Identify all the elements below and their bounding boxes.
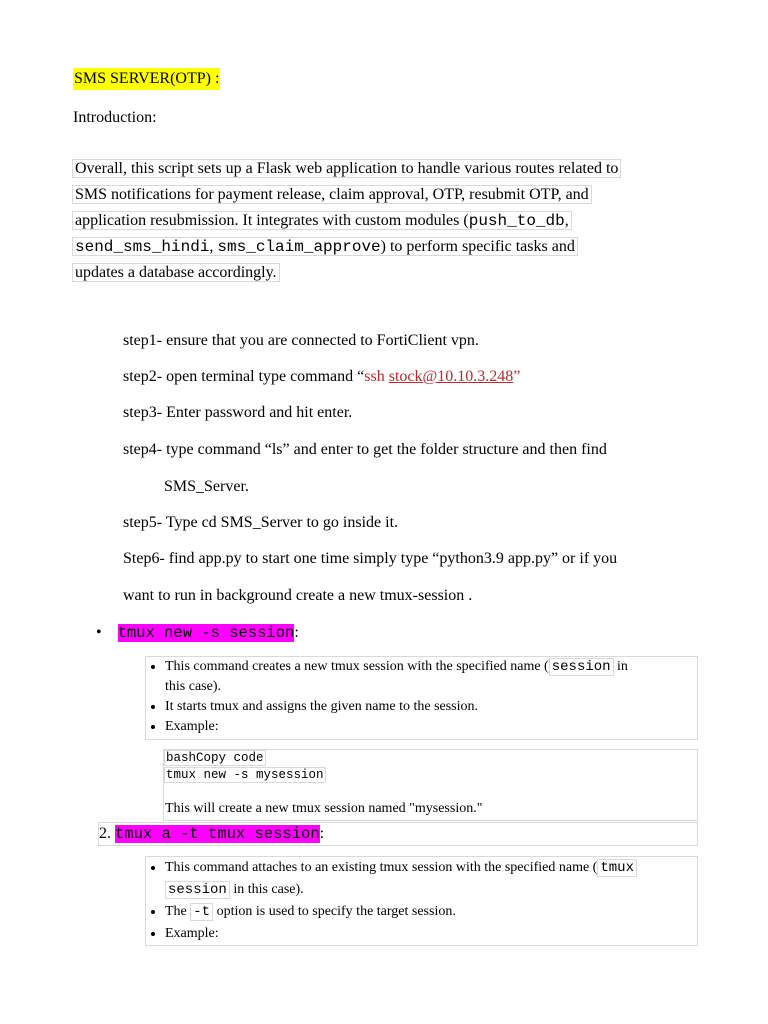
inline-code: session [165,881,230,899]
step-4-continued: SMS_Server. [164,478,249,495]
list-item: • Example: [165,923,697,945]
tmux-attach-item [98,822,698,846]
overview-line [72,211,572,230]
tmux-new-item [96,621,299,645]
separator: , [209,238,218,255]
desc-text: This command creates a new tmux session with the specified name ( [165,659,549,674]
step-5: step5- Type cd SMS_Server to go inside it. [123,514,399,531]
separator: , [564,212,569,229]
desc-text: This command attaches to an existing tmux session with the specified name ( [165,860,598,875]
desc-text: in [613,659,628,674]
step-6: Step6- find app.py to start one time simply type “python3.9 app.py” or if you [123,550,618,567]
tmux-attach-description [145,856,698,946]
list-item [165,657,697,697]
tmux-new-command: tmux new -s session [117,624,295,642]
list-item [165,901,697,923]
module-send-sms-hindi: send_sms_hindi [75,238,210,256]
colon: : [294,624,299,641]
step-2 [123,366,520,388]
overview-line [72,237,578,256]
overview-line: Overall, this script sets up a Flask web application to handle various routes related to [72,159,621,178]
desc-text: option is used to specify the target session. [213,904,456,919]
step-1: step1- ensure that you are connected to FortiClient vpn. [123,332,479,349]
list-item: • Example: [165,717,697,737]
list-number: 2. [99,825,111,842]
document-heading: SMS SERVER(OTP) : [73,68,220,90]
step-4: step4- type command “ls” and enter to get the folder structure and then find [123,441,607,458]
overview-line: updates a database accordingly. [72,263,280,282]
inline-code: session [549,658,614,676]
tmux-new-description [145,656,698,740]
list-item [165,857,697,901]
desc-text: this case). [165,679,221,694]
step-3: step3- Enter password and hit enter. [123,404,353,421]
ssh-host-link[interactable]: stock@10.10.3.248 [388,368,514,385]
inline-code: -t [190,903,213,921]
list-item: • It starts tmux and assigns the given name to the session. [165,697,697,717]
code-line: tmux new -s mysession [166,768,324,782]
code-block [164,750,697,784]
desc-text: The [165,904,191,919]
bullet-icon: • [96,624,102,641]
module-sms-claim-approve: sms_claim_approve [217,238,381,256]
step-6-continued: want to run in background create a new tmux-session . [123,587,473,604]
step-2-text: step2- open terminal type command “ [123,368,365,385]
overview-text: application resubmission. It integrates with custom modules ( [75,212,469,229]
desc-text: in this case). [229,882,304,897]
introduction-label: Introduction: [73,109,157,126]
overview-paragraph [72,156,712,286]
overview-text: ) to perform specific tasks and [380,238,575,255]
inline-code: tmux [597,859,637,877]
colon: : [319,825,325,842]
module-push-to-db: push_to_db [468,212,565,230]
example-result: This will create a new tmux session named "mysession." [165,801,483,816]
code-language-label: bashCopy code [166,751,264,765]
overview-line: SMS notifications for payment release, claim approval, OTP, resubmit OTP, and [72,185,592,204]
tmux-attach-command: tmux a -t tmux session [115,825,320,843]
tmux-new-example [163,749,698,821]
closing-quote: ” [513,368,521,385]
ssh-command: ssh [364,368,389,385]
